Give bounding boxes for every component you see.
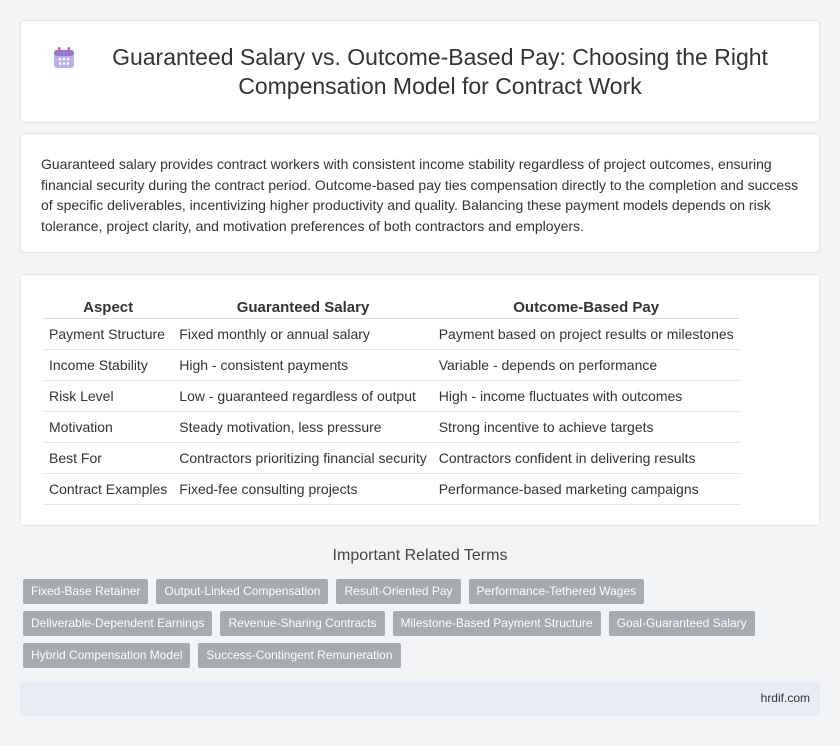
table-cell: Low - guaranteed regardless of output xyxy=(173,381,432,412)
table-cell: High - consistent payments xyxy=(173,350,432,381)
tag-hybrid-compensation-model[interactable]: Hybrid Compensation Model xyxy=(23,643,190,668)
table-cell: Fixed monthly or annual salary xyxy=(173,319,432,350)
tag-milestone-based-payment-structure[interactable]: Milestone-Based Payment Structure xyxy=(393,611,601,636)
header-card xyxy=(20,20,820,123)
tag-fixed-base-retainer[interactable]: Fixed-Base Retainer xyxy=(23,579,148,604)
table-row xyxy=(43,381,740,412)
table-cell: Risk Level xyxy=(43,381,173,412)
title-row xyxy=(21,21,819,122)
related-terms-tags xyxy=(23,579,823,675)
header-guaranteed-salary: Guaranteed Salary xyxy=(173,295,432,319)
comparison-table-card xyxy=(20,274,820,526)
table-row xyxy=(43,443,740,474)
footer-site-link[interactable]: hrdif.com xyxy=(760,691,810,705)
calendar-icon xyxy=(51,45,77,71)
intro-card xyxy=(20,133,820,253)
footer xyxy=(20,682,820,716)
table-cell: Motivation xyxy=(43,412,173,443)
table-row xyxy=(43,319,740,350)
tag-result-oriented-pay[interactable]: Result-Oriented Pay xyxy=(336,579,460,604)
tag-success-contingent-remuneration[interactable]: Success-Contingent Remuneration xyxy=(198,643,400,668)
table-cell: Best For xyxy=(43,443,173,474)
comparison-table xyxy=(43,295,740,505)
table-header-row xyxy=(43,295,740,319)
table-cell: High - income fluctuates with outcomes xyxy=(433,381,740,412)
table-row xyxy=(43,412,740,443)
header-aspect: Aspect xyxy=(43,295,173,319)
table-cell: Performance-based marketing campaigns xyxy=(433,474,740,505)
table-cell: Payment Structure xyxy=(43,319,173,350)
table-cell: Strong incentive to achieve targets xyxy=(433,412,740,443)
tag-goal-guaranteed-salary[interactable]: Goal-Guaranteed Salary xyxy=(609,611,755,636)
tag-performance-tethered-wages[interactable]: Performance-Tethered Wages xyxy=(469,579,645,604)
header-outcome-based-pay: Outcome-Based Pay xyxy=(433,295,740,319)
table-cell: Fixed-fee consulting projects xyxy=(173,474,432,505)
table-cell: Income Stability xyxy=(43,350,173,381)
table-cell: Variable - depends on performance xyxy=(433,350,740,381)
table-cell: Contractors prioritizing financial security xyxy=(173,443,432,474)
tag-output-linked-compensation[interactable]: Output-Linked Compensation xyxy=(156,579,328,604)
page-title: Guaranteed Salary vs. Outcome-Based Pay: Choosing the Right Compensation Model for Contract Work xyxy=(112,43,768,99)
table-row xyxy=(43,474,740,505)
table-cell: Payment based on project results or milestones xyxy=(433,319,740,350)
related-terms-title: Important Related Terms xyxy=(332,547,508,564)
table-cell: Steady motivation, less pressure xyxy=(173,412,432,443)
tag-deliverable-dependent-earnings[interactable]: Deliverable-Dependent Earnings xyxy=(23,611,212,636)
tag-revenue-sharing-contracts[interactable]: Revenue-Sharing Contracts xyxy=(220,611,384,636)
table-cell: Contractors confident in delivering results xyxy=(433,443,740,474)
table-cell: Contract Examples xyxy=(43,474,173,505)
table-row xyxy=(43,350,740,381)
intro-paragraph: Guaranteed salary provides contract workers with consistent income stability regardless of project outcomes, ensuring financial security during the contract period. Outcome-based pay ties compensation directly to the completion and success of specific deliverables, incentivizing higher productivity and quality. Balancing these payment models depends on risk tolerance, project clarity, and motivation preferences of both contractors and employers. xyxy=(41,156,799,234)
